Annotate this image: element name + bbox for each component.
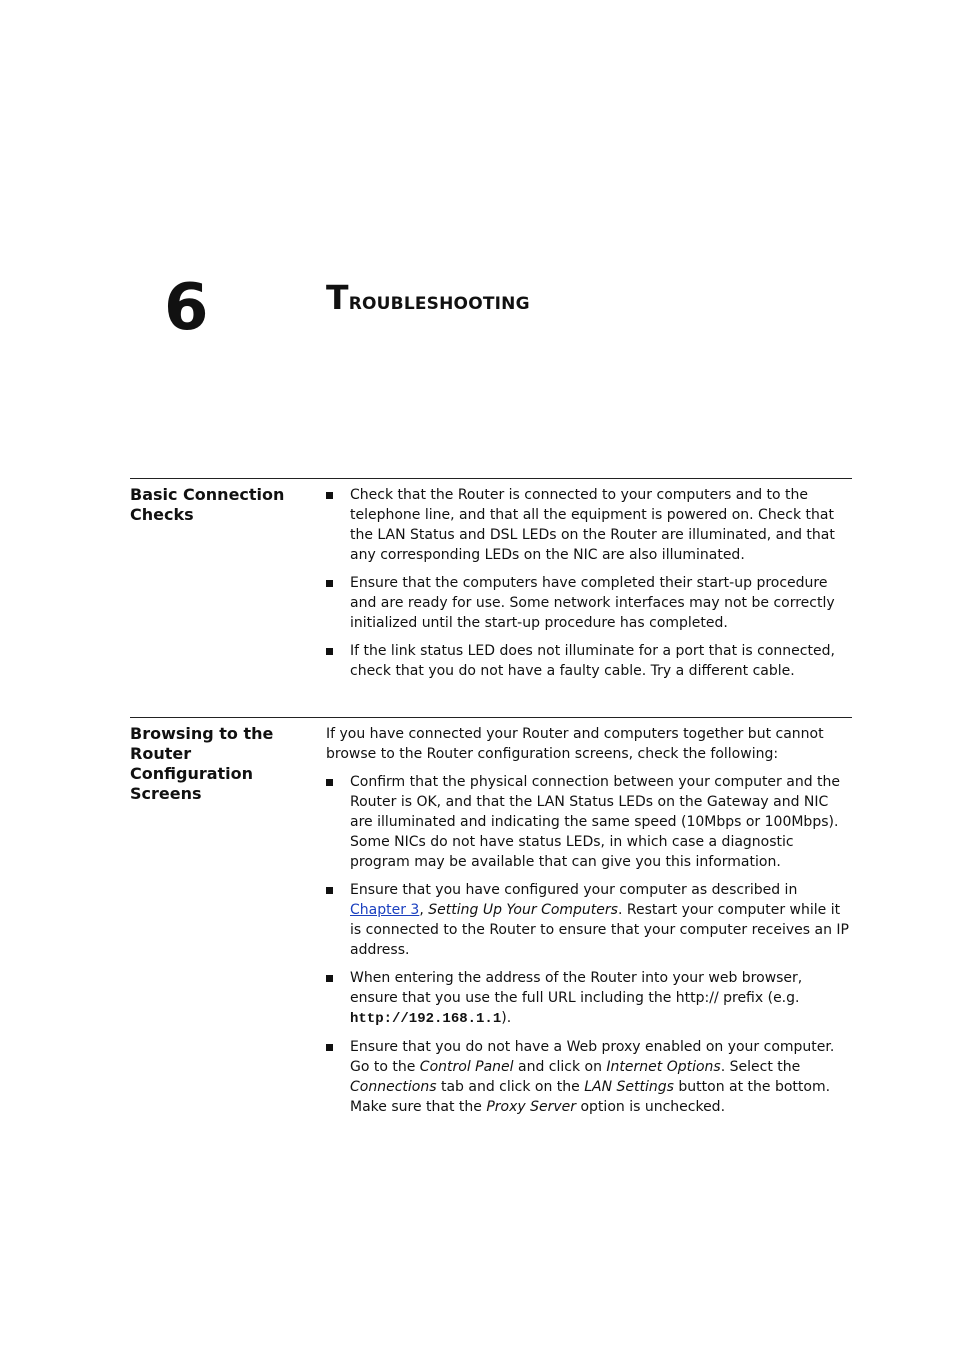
list-item <box>326 573 852 633</box>
text-run: option is unchecked. <box>576 1099 726 1115</box>
ui-term: Internet Options <box>606 1059 721 1075</box>
ui-term: Control Panel <box>419 1059 514 1075</box>
text-run: and click on <box>513 1059 607 1075</box>
list-item <box>326 880 852 960</box>
bullet-square-icon <box>326 648 333 655</box>
list-item <box>326 772 852 872</box>
chapter-title-rest: roubleshooting <box>348 287 530 315</box>
section-basic-connection-checks <box>130 478 852 689</box>
bullet-square-icon <box>326 492 333 499</box>
list-item <box>326 485 852 565</box>
section-body <box>326 485 852 689</box>
list-item <box>326 1037 852 1117</box>
text-run: . Select the <box>720 1059 801 1075</box>
bullet-text: Ensure that the computers have completed their start-up procedure and are ready for use. Some network interfaces may not be correctly initialized until the start-up procedure has completed. <box>350 575 835 631</box>
bullet-list <box>326 485 852 681</box>
bullet-square-icon <box>326 580 333 587</box>
chapter-title-initial: T <box>326 278 349 317</box>
bullet-square-icon <box>326 887 333 894</box>
text-run: Ensure that you have configured your computer as described in <box>350 882 798 898</box>
section-heading: Browsing to the Router Configuration Screens <box>130 724 274 803</box>
bullet-square-icon <box>326 1044 333 1051</box>
text-run: When entering the address of the Router into your web browser, ensure that you use the full URL including the http:// prefix (e.g. <box>350 970 803 1006</box>
section-body <box>326 724 852 1125</box>
bullet-text: Confirm that the physical connection between your computer and the Router is OK, and that the LAN Status LEDs on the Gateway and NIC are illuminated and indicating the same speed (10Mbps or 100Mbps). Some NICs do not have status LEDs, in which case a diagnostic program may be available that can give you this information. <box>350 774 841 870</box>
section-heading: Basic Connection Checks <box>130 485 285 524</box>
text-run: button at the bottom. Make sure that the <box>350 1079 831 1115</box>
bullet-text: Check that the Router is connected to your computers and to the telephone line, and that all the equipment is powered on. Check that the LAN Status and DSL LEDs on the Router are illuminated, and that any corresponding LEDs on the NIC are also illuminated. <box>350 487 835 563</box>
ui-term: Proxy Server <box>486 1099 577 1115</box>
chapter-title <box>326 280 530 319</box>
chapter-title-reference: Setting Up Your Computers <box>428 902 618 918</box>
bullet-text: If the link status LED does not illuminate for a port that is connected, check that you do not have a faulty cable. Try a different cable. <box>350 643 835 679</box>
bullet-text <box>350 970 802 1026</box>
bullet-square-icon <box>326 779 333 786</box>
list-item <box>326 968 852 1029</box>
bullet-square-icon <box>326 975 333 982</box>
chapter-number: 6 <box>164 271 209 345</box>
ui-term: Connections <box>350 1079 437 1095</box>
intro-paragraph: If you have connected your Router and computers together but cannot browse to the Router configuration screens, check the following: <box>326 726 824 762</box>
bullet-text <box>350 882 849 958</box>
text-run: , <box>419 902 429 918</box>
bullet-list <box>326 772 852 1117</box>
list-item <box>326 641 852 681</box>
text-run: ). <box>501 1010 512 1026</box>
text-run: tab and click on the <box>436 1079 585 1095</box>
text-run: Ensure that you do not have a Web proxy enabled on your computer. Go to the <box>350 1039 835 1075</box>
url-code: http://192.168.1.1 <box>350 1011 502 1027</box>
chapter-3-link[interactable]: Chapter 3 <box>350 902 420 918</box>
section-browsing-router-config <box>130 717 852 1138</box>
text-run: . Restart your computer while it is connected to the Router to ensure that your computer receives an IP address. <box>350 902 849 958</box>
bullet-text <box>350 1039 834 1115</box>
ui-term: LAN Settings <box>584 1079 674 1095</box>
